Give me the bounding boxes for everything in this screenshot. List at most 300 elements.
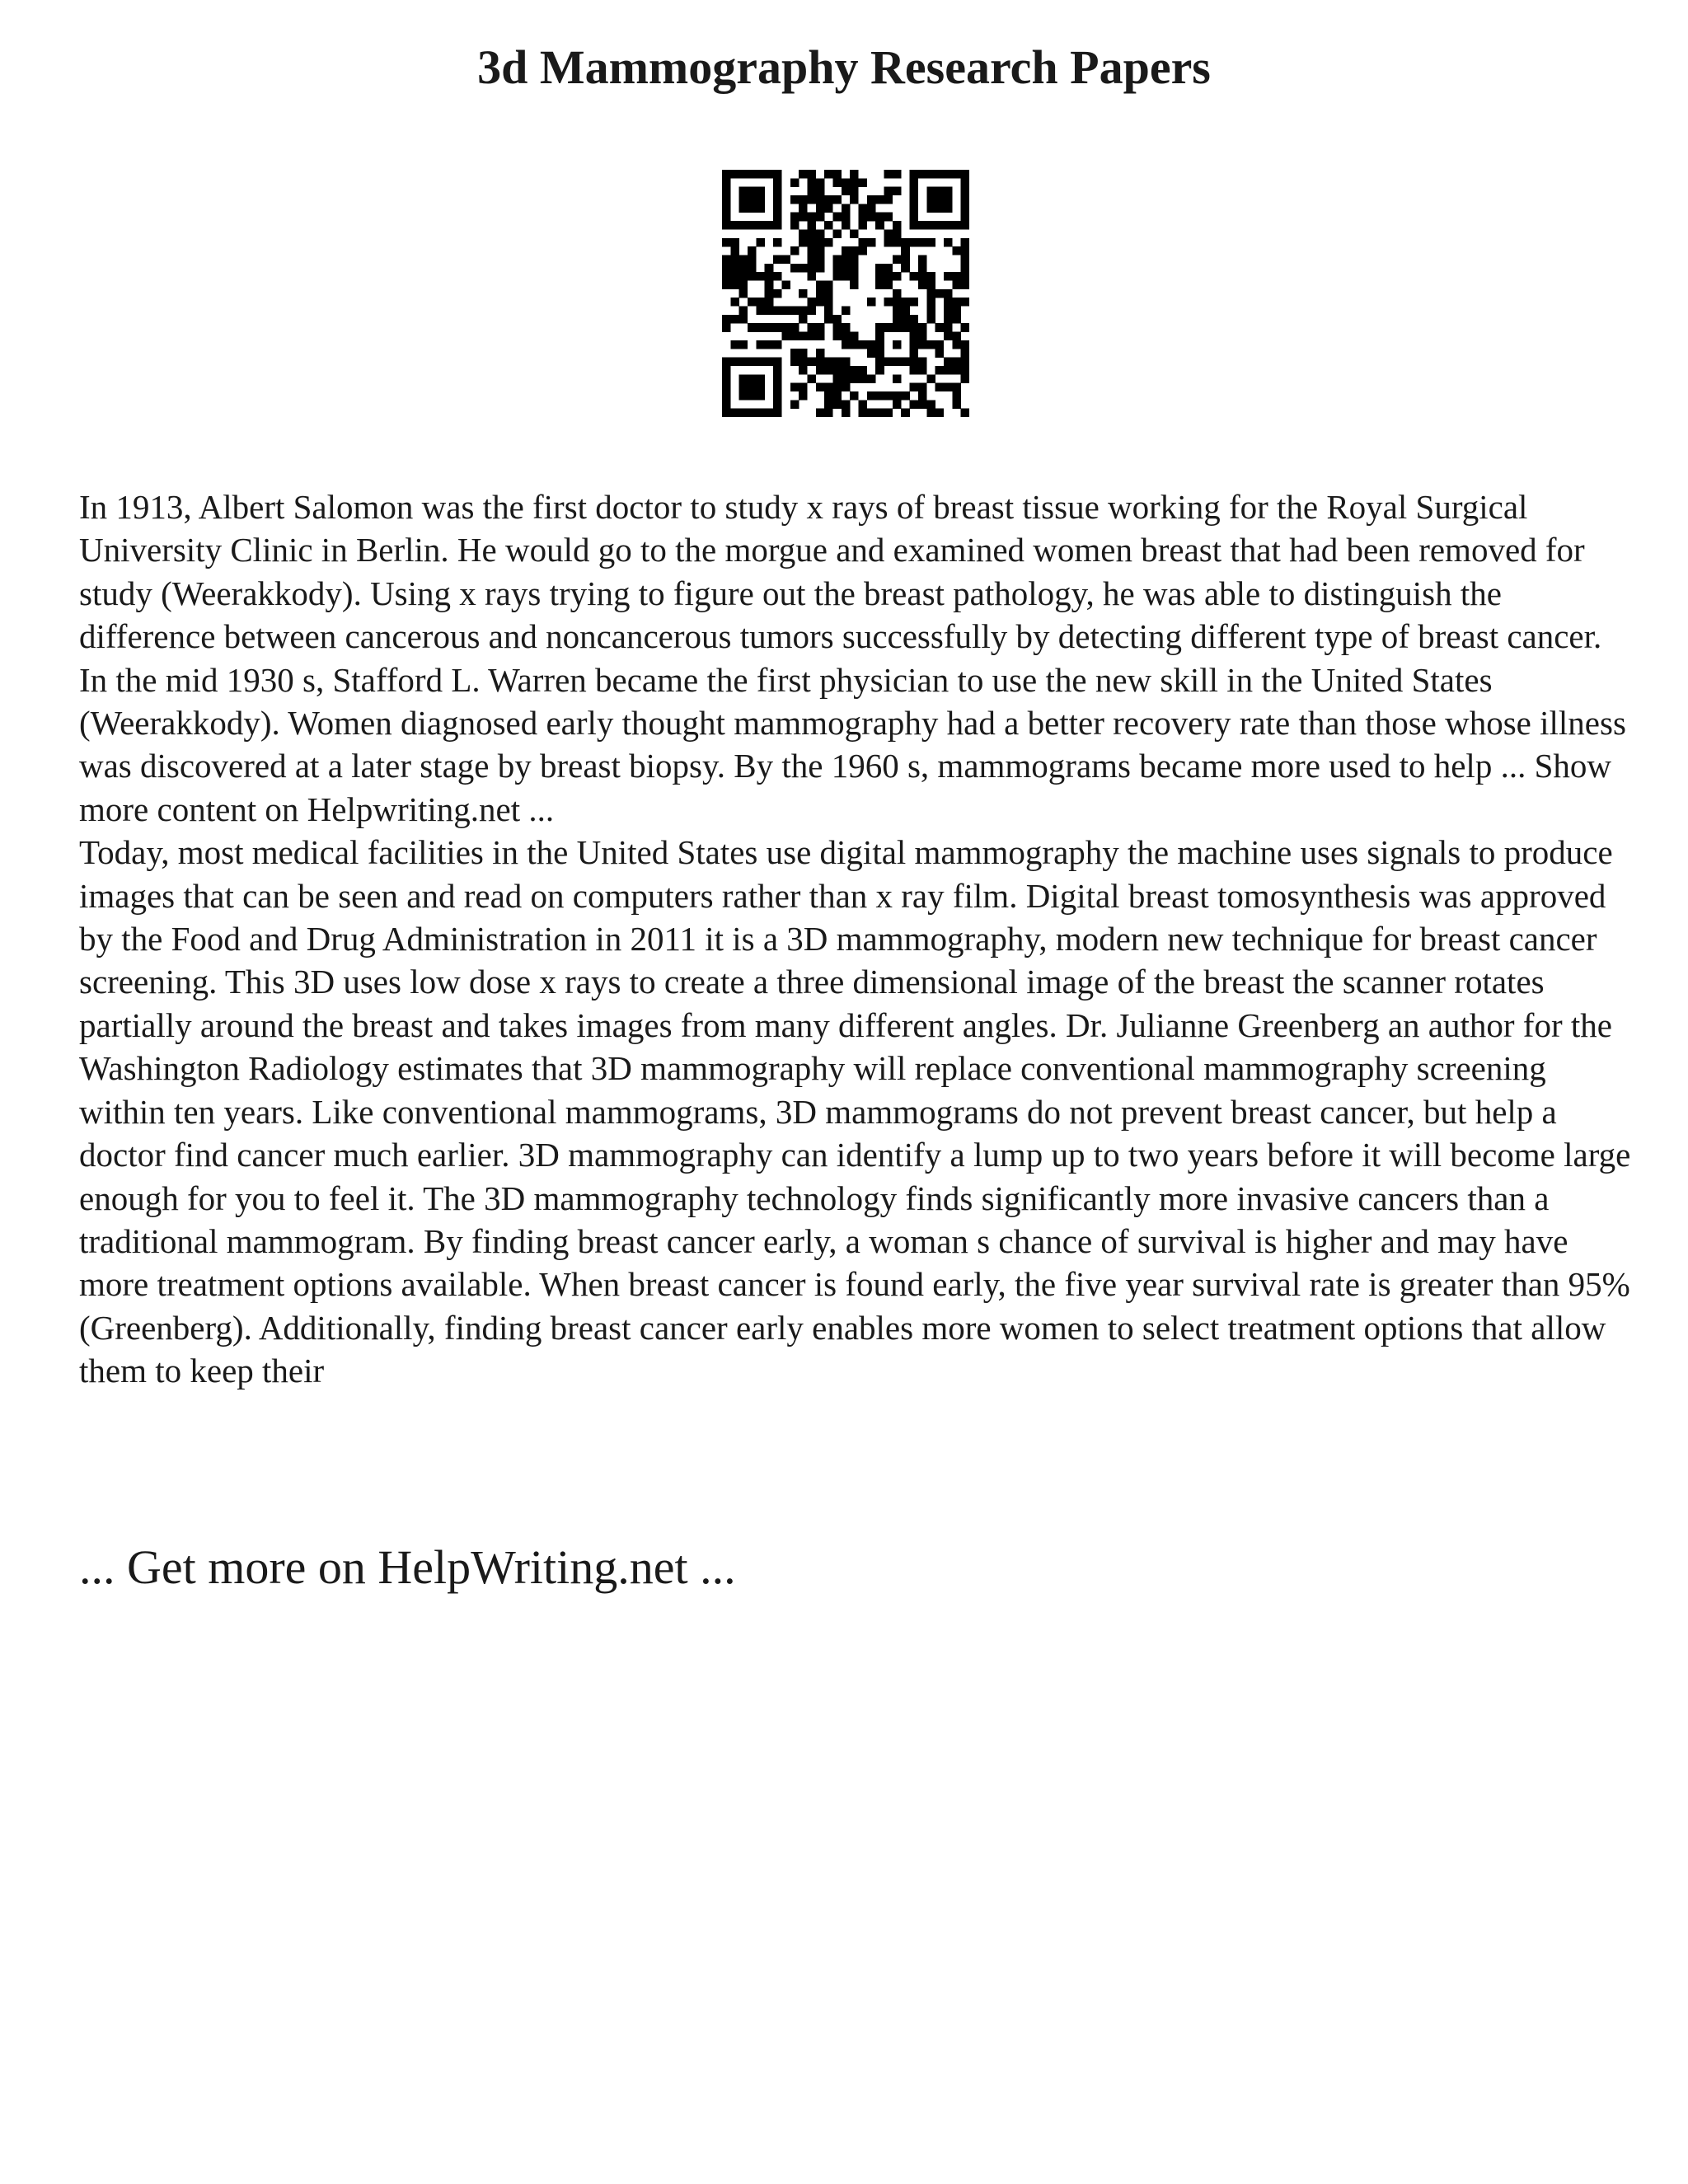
qr-module (739, 204, 748, 213)
qr-module (926, 340, 935, 349)
qr-module (935, 187, 945, 196)
qr-module (842, 340, 851, 349)
qr-module (730, 264, 739, 273)
qr-module (790, 400, 799, 409)
qr-module (918, 280, 927, 289)
qr-module (816, 383, 825, 392)
qr-module (926, 170, 935, 179)
qr-module (935, 349, 945, 358)
qr-module (739, 255, 748, 264)
qr-module (842, 400, 851, 409)
qr-module (952, 272, 961, 281)
qr-module (748, 204, 757, 213)
qr-module (790, 383, 799, 392)
qr-module (910, 400, 919, 409)
qr-module (807, 195, 816, 204)
qr-module (875, 272, 884, 281)
qr-module (867, 213, 876, 222)
qr-module (842, 246, 851, 255)
qr-module (901, 409, 910, 417)
qr-module (781, 332, 790, 341)
qr-module (926, 307, 935, 316)
qr-module (901, 298, 910, 307)
qr-module (961, 409, 969, 417)
qr-module (773, 340, 782, 349)
qr-module (730, 238, 739, 247)
qr-module (765, 221, 774, 230)
qr-module (893, 238, 902, 247)
qr-module (859, 340, 868, 349)
qr-module (832, 358, 842, 367)
qr-module (722, 213, 731, 222)
qr-module (884, 272, 893, 281)
qr-module (875, 221, 884, 230)
qr-module (842, 409, 851, 417)
qr-module (918, 391, 927, 401)
qr-module (952, 307, 961, 316)
qr-module (765, 264, 774, 273)
qr-module (944, 170, 953, 179)
qr-module (910, 170, 919, 179)
qr-module (824, 358, 833, 367)
qr-module (884, 187, 893, 196)
qr-module (781, 255, 790, 264)
qr-module (730, 272, 739, 281)
qr-module (773, 170, 782, 179)
qr-module (832, 272, 842, 281)
qr-module (935, 289, 945, 298)
qr-module (722, 391, 731, 401)
qr-module (799, 264, 808, 273)
qr-module (756, 204, 765, 213)
qr-module (961, 272, 969, 281)
qr-module (773, 358, 782, 367)
qr-module (901, 307, 910, 316)
qr-module (824, 383, 833, 392)
qr-module (884, 229, 893, 238)
qr-module (832, 400, 842, 409)
qr-module (875, 280, 884, 289)
qr-module (722, 409, 731, 417)
qr-module (944, 315, 953, 324)
qr-module (952, 221, 961, 230)
qr-module (773, 409, 782, 417)
qr-module (748, 409, 757, 417)
qr-module (910, 358, 919, 367)
qr-module (875, 264, 884, 273)
qr-module (842, 255, 851, 264)
qr-module (773, 221, 782, 230)
qr-module (884, 280, 893, 289)
qr-module (756, 298, 765, 307)
qr-module (842, 272, 851, 281)
qr-module (807, 374, 816, 383)
qr-module (756, 170, 765, 179)
qr-module (756, 221, 765, 230)
qr-module (961, 366, 969, 375)
qr-module (756, 307, 765, 316)
qr-module (893, 391, 902, 401)
qr-module (875, 391, 884, 401)
qr-module (790, 323, 799, 332)
qr-module (842, 358, 851, 367)
qr-module (918, 221, 927, 230)
qr-module (842, 204, 851, 213)
qr-module (832, 332, 842, 341)
qr-module (935, 195, 945, 204)
qr-module (832, 264, 842, 273)
qr-module (875, 366, 884, 375)
qr-module (875, 340, 884, 349)
qr-module (799, 170, 808, 179)
qr-module (884, 238, 893, 247)
qr-module (807, 272, 816, 281)
qr-module (756, 272, 765, 281)
qr-module (935, 323, 945, 332)
qr-module (748, 187, 757, 196)
qr-module (781, 280, 790, 289)
qr-module (824, 400, 833, 409)
qr-module (875, 213, 884, 222)
qr-module (952, 366, 961, 375)
qr-module (773, 307, 782, 316)
qr-module (850, 391, 859, 401)
qr-module (739, 409, 748, 417)
qr-code-icon[interactable] (722, 170, 969, 417)
qr-module (816, 323, 825, 332)
qr-module (961, 187, 969, 196)
qr-module (867, 374, 876, 383)
qr-module (859, 374, 868, 383)
qr-module (739, 221, 748, 230)
qr-module (867, 238, 876, 247)
qr-module (739, 187, 748, 196)
qr-code-graphic (722, 170, 969, 417)
qr-module (816, 409, 825, 417)
qr-module (807, 307, 816, 316)
qr-module (722, 264, 731, 273)
qr-module (859, 178, 868, 187)
qr-module (918, 255, 927, 264)
qr-module (918, 238, 927, 247)
qr-module (867, 340, 876, 349)
qr-module (807, 264, 816, 273)
qr-module (893, 289, 902, 298)
qr-module (926, 272, 935, 281)
qr-module (773, 195, 782, 204)
page-title: 3d Mammography Research Papers (477, 40, 1211, 94)
qr-module (765, 307, 774, 316)
paragraph-1: In 1913, Albert Salomon was the first doctor to study x rays of breast tissue working for the Royal Surgical University Clinic in Berlin. He would go to the morgue and examined women breast that had been removed for study (Weerakkody). Using x rays trying to figure out the breast pathology, he was able to distinguish the difference between cancerous and noncancerous tumors successfully by detecting different type of breast cancer. In the mid 1930 s, Stafford L. Warren became the first physician to use the new skill in the United States (Weerakkody). Women diagnosed early thought mammography had a better recovery rate than those whose illness was discovered at a later stage by breast biopsy. By the 1960 s, mammograms became more used to help ... Show more content on Helpwriting.net ... (79, 488, 1626, 828)
qr-module (790, 178, 799, 187)
qr-module (799, 332, 808, 341)
qr-module (722, 272, 731, 281)
qr-module (935, 409, 945, 417)
qr-module (824, 170, 833, 179)
qr-module (730, 255, 739, 264)
qr-module (816, 264, 825, 273)
qr-module (807, 332, 816, 341)
qr-module (730, 298, 739, 307)
qr-module (722, 358, 731, 367)
qr-module (952, 332, 961, 341)
qr-module (910, 383, 919, 392)
qr-module (832, 255, 842, 264)
qr-module (952, 280, 961, 289)
qr-module (961, 280, 969, 289)
qr-module (867, 409, 876, 417)
qr-module (926, 187, 935, 196)
qr-module (756, 374, 765, 383)
qr-module (807, 229, 816, 238)
qr-module (722, 280, 731, 289)
qr-module (739, 195, 748, 204)
qr-module (961, 340, 969, 349)
qr-module (722, 204, 731, 213)
qr-module (952, 391, 961, 401)
qr-module (918, 332, 927, 341)
qr-module (739, 289, 748, 298)
qr-module (867, 298, 876, 307)
qr-module (790, 332, 799, 341)
qr-module (918, 358, 927, 367)
qr-module (730, 340, 739, 349)
qr-module (926, 315, 935, 324)
qr-module (824, 204, 833, 213)
qr-module (910, 340, 919, 349)
qr-module (893, 307, 902, 316)
qr-module (884, 213, 893, 222)
qr-module (722, 374, 731, 383)
qr-module (739, 170, 748, 179)
qr-module (790, 221, 799, 230)
qr-module (893, 315, 902, 324)
qr-module (739, 307, 748, 316)
qr-module (832, 383, 842, 392)
qr-module (832, 366, 842, 375)
qr-module (952, 400, 961, 409)
qr-module (961, 246, 969, 255)
qr-module (944, 323, 953, 332)
qr-module (842, 221, 851, 230)
qr-module (901, 358, 910, 367)
qr-module (893, 221, 902, 230)
qr-module (799, 195, 808, 204)
qr-module (901, 391, 910, 401)
qr-module (893, 255, 902, 264)
qr-module (816, 246, 825, 255)
qr-module (926, 289, 935, 298)
qr-module (910, 187, 919, 196)
qr-module (859, 238, 868, 247)
qr-module (816, 178, 825, 187)
qr-module (961, 323, 969, 332)
qr-module (842, 307, 851, 316)
qr-module (765, 358, 774, 367)
qr-module (765, 340, 774, 349)
article-body (79, 485, 1637, 1393)
qr-module (952, 315, 961, 324)
qr-module (756, 195, 765, 204)
qr-module (926, 400, 935, 409)
qr-module (773, 366, 782, 375)
qr-module (926, 238, 935, 247)
qr-module (824, 307, 833, 316)
qr-module (850, 374, 859, 383)
qr-module (875, 195, 884, 204)
qr-module (816, 195, 825, 204)
qr-module (807, 323, 816, 332)
qr-module (816, 358, 825, 367)
qr-module (944, 307, 953, 316)
qr-module (859, 213, 868, 222)
get-more-link[interactable]: ... Get more on HelpWriting.net ... (79, 1540, 736, 1594)
qr-module (901, 246, 910, 255)
qr-module (850, 178, 859, 187)
qr-module (739, 340, 748, 349)
qr-module (824, 298, 833, 307)
qr-module (961, 195, 969, 204)
qr-module (918, 170, 927, 179)
qr-module (926, 374, 935, 383)
qr-module (722, 187, 731, 196)
qr-module (901, 315, 910, 324)
qr-module (832, 315, 842, 324)
qr-module (773, 255, 782, 264)
qr-module (901, 323, 910, 332)
qr-module (824, 289, 833, 298)
qr-module (739, 383, 748, 392)
qr-module (816, 298, 825, 307)
qr-module (832, 195, 842, 204)
qr-module (884, 195, 893, 204)
qr-module (722, 400, 731, 409)
qr-module (935, 221, 945, 230)
qr-module (790, 195, 799, 204)
qr-module (730, 221, 739, 230)
qr-module (952, 246, 961, 255)
qr-module (816, 238, 825, 247)
qr-module (730, 358, 739, 367)
qr-module (799, 213, 808, 222)
qr-module (722, 238, 731, 247)
qr-module (739, 391, 748, 401)
qr-module (867, 195, 876, 204)
qr-module (850, 229, 859, 238)
qr-module (952, 383, 961, 392)
qr-module (926, 195, 935, 204)
qr-module (799, 204, 808, 213)
qr-module (730, 246, 739, 255)
qr-module (850, 170, 859, 179)
qr-module (739, 358, 748, 367)
qr-module (850, 255, 859, 264)
qr-module (884, 298, 893, 307)
qr-module (807, 246, 816, 255)
qr-module (832, 391, 842, 401)
qr-module (842, 323, 851, 332)
qr-module (790, 358, 799, 367)
qr-module (910, 238, 919, 247)
qr-module (884, 391, 893, 401)
qr-module (722, 323, 731, 332)
qr-module (875, 332, 884, 341)
qr-module (748, 298, 757, 307)
qr-module (790, 349, 799, 358)
qr-module (961, 298, 969, 307)
qr-module (816, 187, 825, 196)
qr-module (773, 374, 782, 383)
qr-module (910, 298, 919, 307)
qr-module (756, 340, 765, 349)
qr-module (816, 255, 825, 264)
qr-module (952, 170, 961, 179)
qr-module (850, 332, 859, 341)
qr-module (875, 409, 884, 417)
qr-module (773, 213, 782, 222)
qr-module (961, 204, 969, 213)
qr-module (756, 358, 765, 367)
qr-module (773, 272, 782, 281)
qr-module (748, 374, 757, 383)
qr-module (816, 280, 825, 289)
qr-module (884, 409, 893, 417)
qr-module (944, 204, 953, 213)
qr-module (961, 170, 969, 179)
qr-module (926, 298, 935, 307)
qr-module (790, 213, 799, 222)
qr-module (816, 289, 825, 298)
qr-module (859, 409, 868, 417)
qr-module (756, 323, 765, 332)
qr-module (730, 409, 739, 417)
qr-module (918, 366, 927, 375)
qr-module (739, 315, 748, 324)
qr-module (781, 307, 790, 316)
qr-module (944, 289, 953, 298)
qr-module (807, 187, 816, 196)
qr-module (722, 195, 731, 204)
qr-module (935, 170, 945, 179)
qr-module (961, 374, 969, 383)
qr-module (807, 238, 816, 247)
qr-module (748, 383, 757, 392)
qr-module (918, 272, 927, 281)
qr-module (910, 332, 919, 341)
qr-module (918, 400, 927, 409)
qr-module (832, 213, 842, 222)
qr-module (944, 298, 953, 307)
paragraph-2: Today, most medical facilities in the United States use digital mammography the machine uses signals to produce images that can be seen and read on computers rather than x ray film. Digital breast tomosynthesis was approved by the Food and Drug Administration in 2011 it is a 3D mammography, modern new technique for breast cancer screening. This 3D uses low dose x rays to create a three dimensional image of the breast the scanner rotates partially around the breast and takes images from many different angles. Dr. Julianne Greenberg an author for the Washington Radiology estimates that 3D mammography will replace conventional mammography screening within ten years. Like conventional mammograms, 3D mammograms do not prevent breast cancer, but help a doctor find cancer much earlier. 3D mammography can identify a lump up to two years before it will become large enough for you to feel it. The 3D mammography technology finds significantly more invasive cancers than a traditional mammogram. By finding breast cancer early, a woman s chance of survival is higher and may have more treatment options available. When breast cancer is found early, the five year survival rate is greater than 95% (Greenberg). Additionally, finding breast cancer early enables more women to select treatment options that allow them to keep their (79, 833, 1631, 1390)
qr-module (765, 323, 774, 332)
qr-module (739, 374, 748, 383)
qr-module (842, 366, 851, 375)
qr-module (875, 358, 884, 367)
qr-module (756, 238, 765, 247)
qr-module (807, 178, 816, 187)
qr-module (901, 255, 910, 264)
qr-module (799, 383, 808, 392)
qr-module (824, 221, 833, 230)
qr-module (944, 366, 953, 375)
qr-module (910, 204, 919, 213)
qr-module (799, 238, 808, 247)
qr-module (850, 366, 859, 375)
qr-module (824, 391, 833, 401)
qr-module (748, 272, 757, 281)
qr-module (722, 178, 731, 187)
qr-module (944, 272, 953, 281)
